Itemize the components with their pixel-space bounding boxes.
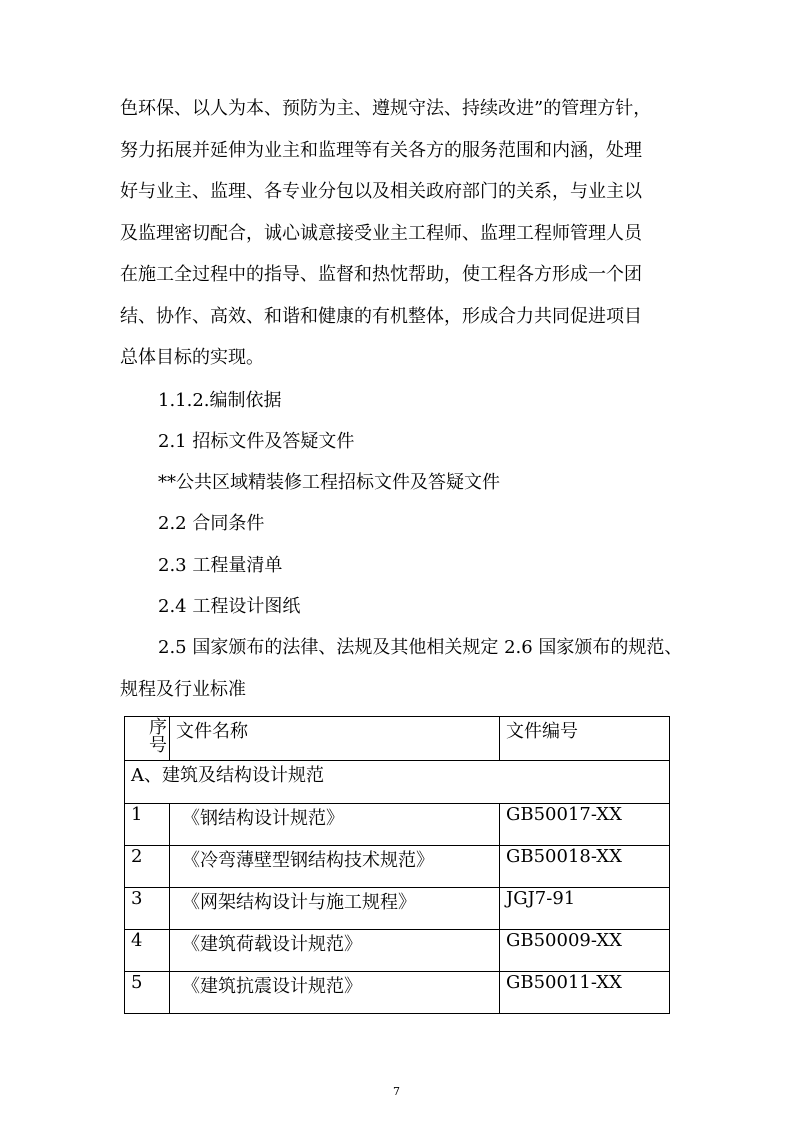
table-header-row <box>125 717 670 761</box>
paragraph-line: 总体目标的实现。 <box>120 347 264 368</box>
row-code: GB50017-XX <box>500 804 670 846</box>
row-no: 5 <box>125 972 170 1014</box>
row-name: 《网架结构设计与施工规程》 <box>170 888 500 930</box>
row-name: 《建筑荷载设计规范》 <box>170 930 500 972</box>
table-row <box>125 846 670 888</box>
row-no: 1 <box>125 804 170 846</box>
table-row <box>125 930 670 972</box>
section-title: A、建筑及结构设计规范 <box>125 761 670 804</box>
body-paragraph <box>120 88 680 379</box>
page-number: 7 <box>393 1085 400 1098</box>
row-code: GB50018-XX <box>500 846 670 888</box>
header-code: 文件编号 <box>500 717 670 761</box>
section-heading: 1.1.2.编制依据 <box>158 390 282 411</box>
row-code: GB50009-XX <box>500 930 670 972</box>
table-row <box>125 804 670 846</box>
list-item: 2.5 国家颁布的法律、法规及其他相关规定 2.6 国家颁布的规范、 <box>158 637 683 658</box>
row-no: 3 <box>125 888 170 930</box>
row-no: 4 <box>125 930 170 972</box>
table-row <box>125 888 670 930</box>
row-no: 2 <box>125 846 170 888</box>
paragraph-line: 及监理密切配合，诚心诚意接受业主工程师、监理工程师管理人员 <box>120 222 642 244</box>
row-code: GB50011-XX <box>500 972 670 1014</box>
header-no: 序号 <box>125 717 170 761</box>
list-item: 2.3 工程量清单 <box>158 555 283 576</box>
table-row <box>125 972 670 1014</box>
row-name: 《建筑抗震设计规范》 <box>170 972 500 1014</box>
row-name: 《冷弯薄壁型钢结构技术规范》 <box>170 846 500 888</box>
paragraph-line: 好与业主、监理、各专业分包以及相关政府部门的关系，与业主以 <box>120 181 642 202</box>
list-item: 2.1 招标文件及答疑文件 <box>158 431 355 452</box>
row-code: JGJ7-91 <box>500 888 670 930</box>
paragraph-line: 在施工全过程中的指导、监督和热忱帮助，使工程各方形成一个团 <box>120 264 642 285</box>
list-item: **公共区域精装修工程招标文件及答疑文件 <box>158 472 500 493</box>
list-item-continuation: 规程及行业标准 <box>120 679 246 700</box>
paragraph-line: 色环保、以人为本、预防为主、遵规守法、持续改进”的管理方针， <box>120 98 652 119</box>
list-item: 2.2 合同条件 <box>158 513 265 534</box>
section-row <box>125 761 670 804</box>
list-item: 2.4 工程设计图纸 <box>158 596 301 617</box>
standards-table <box>124 716 670 1014</box>
paragraph-line: 结、协作、高效、和谐和健康的有机整体，形成合力共同促进项目 <box>120 305 642 327</box>
paragraph-line: 努力拓展并延伸为业主和监理等有关各方的服务范围和内涵，处理 <box>120 139 642 161</box>
header-name: 文件名称 <box>170 717 500 761</box>
row-name: 《钢结构设计规范》 <box>170 804 500 846</box>
